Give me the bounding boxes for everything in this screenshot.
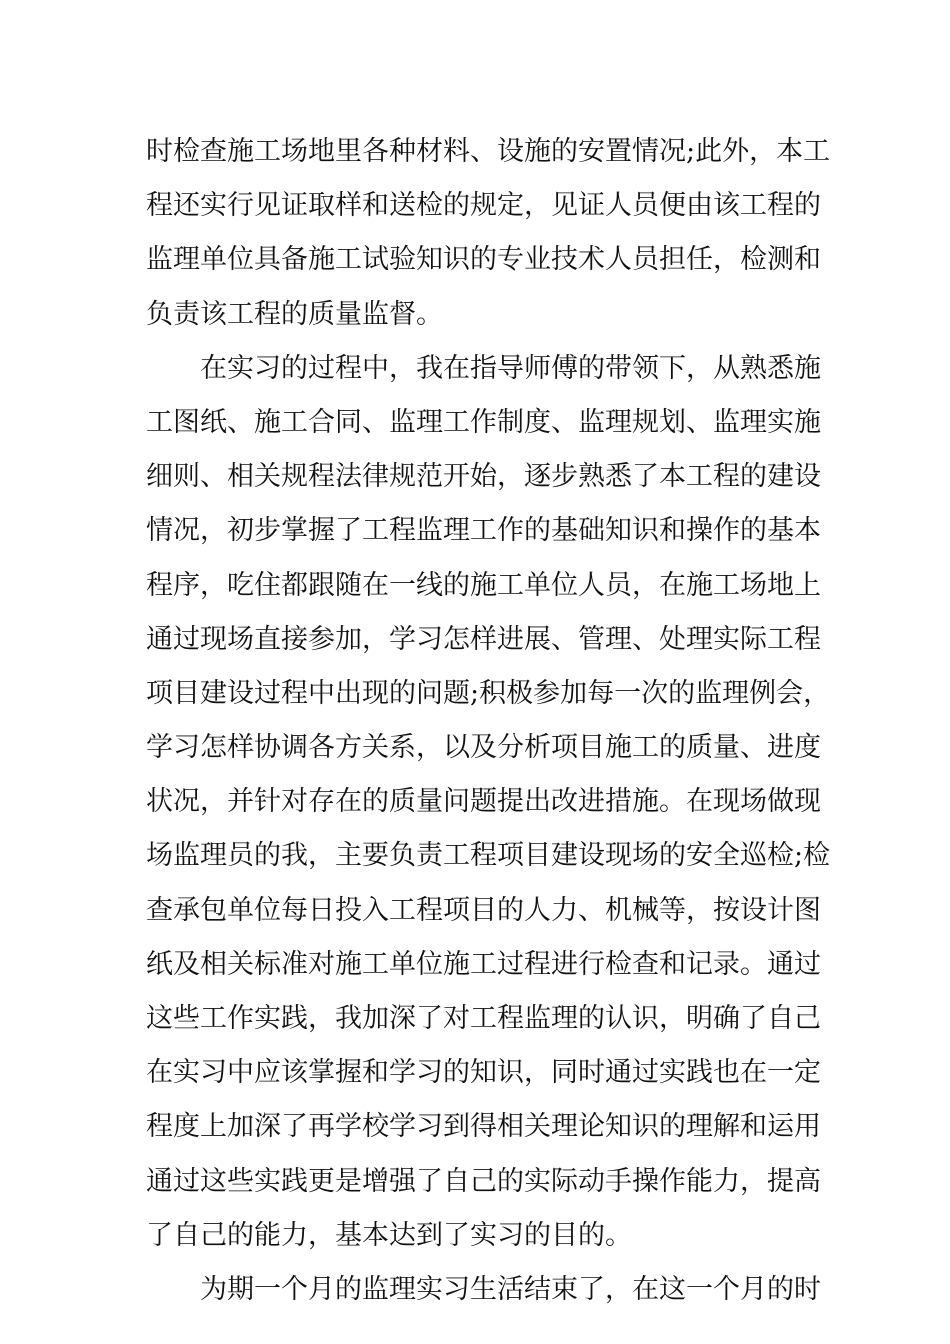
- paragraph-start-line: 为期一个月的监理实习生活结束了，在这一个月的时: [200, 1273, 821, 1305]
- text-line: 状况，并针对存在的质量问题提出改进措施。在现场做现: [146, 786, 821, 818]
- text-line: 了自己的能力，基本达到了实习的目的。: [146, 1219, 632, 1251]
- text-line: 监理单位具备施工试验知识的专业技术人员担任，检测和: [146, 244, 821, 276]
- text-line: 通过这些实践更是增强了自己的实际动手操作能力，提高: [146, 1165, 821, 1197]
- text-line: 项目建设过程中出现的问题;积极参加每一次的监理例会，: [146, 677, 831, 709]
- text-line: 查承包单位每日投入工程项目的人力、机械等，按设计图: [146, 894, 821, 926]
- text-line: 这些工作实践，我加深了对工程监理的认识，明确了自己: [146, 1003, 821, 1034]
- text-line: 在实习中应该掌握和学习的知识，同时通过实践也在一定: [146, 1057, 821, 1089]
- text-line: 情况，初步掌握了工程监理工作的基础知识和操作的基本: [146, 515, 821, 547]
- text-line: 负责该工程的质量监督。: [146, 298, 443, 330]
- text-line: 程度上加深了再学校学习到得相关理论知识的理解和运用: [146, 1111, 821, 1143]
- text-line: 程序，吃住都跟随在一线的施工单位人员，在施工场地上: [146, 569, 821, 601]
- text-line: 场监理员的我，主要负责工程项目建设现场的安全巡检;检: [146, 840, 831, 872]
- text-line: 工图纸、施工合同、监理工作制度、监理规划、监理实施: [146, 406, 821, 438]
- text-line: 通过现场直接参加，学习怎样进展、管理、处理实际工程: [146, 623, 821, 655]
- text-line: 学习怎样协调各方关系，以及分析项目施工的质量、进度: [146, 732, 821, 764]
- text-line: 时检查施工场地里各种材料、设施的安置情况;此外，本工: [146, 136, 831, 167]
- text-line: 细则、相关规程法律规范开始，逐步熟悉了本工程的建设: [146, 461, 821, 493]
- body-text: [146, 125, 831, 1317]
- text-line: 程还实行见证取样和送检的规定，见证人员便由该工程的: [146, 190, 821, 222]
- text-line: 纸及相关标准对施工单位施工过程进行检查和记录。通过: [146, 948, 821, 980]
- paragraph-start-line: 在实习的过程中，我在指导师傅的带领下，从熟悉施: [200, 352, 821, 384]
